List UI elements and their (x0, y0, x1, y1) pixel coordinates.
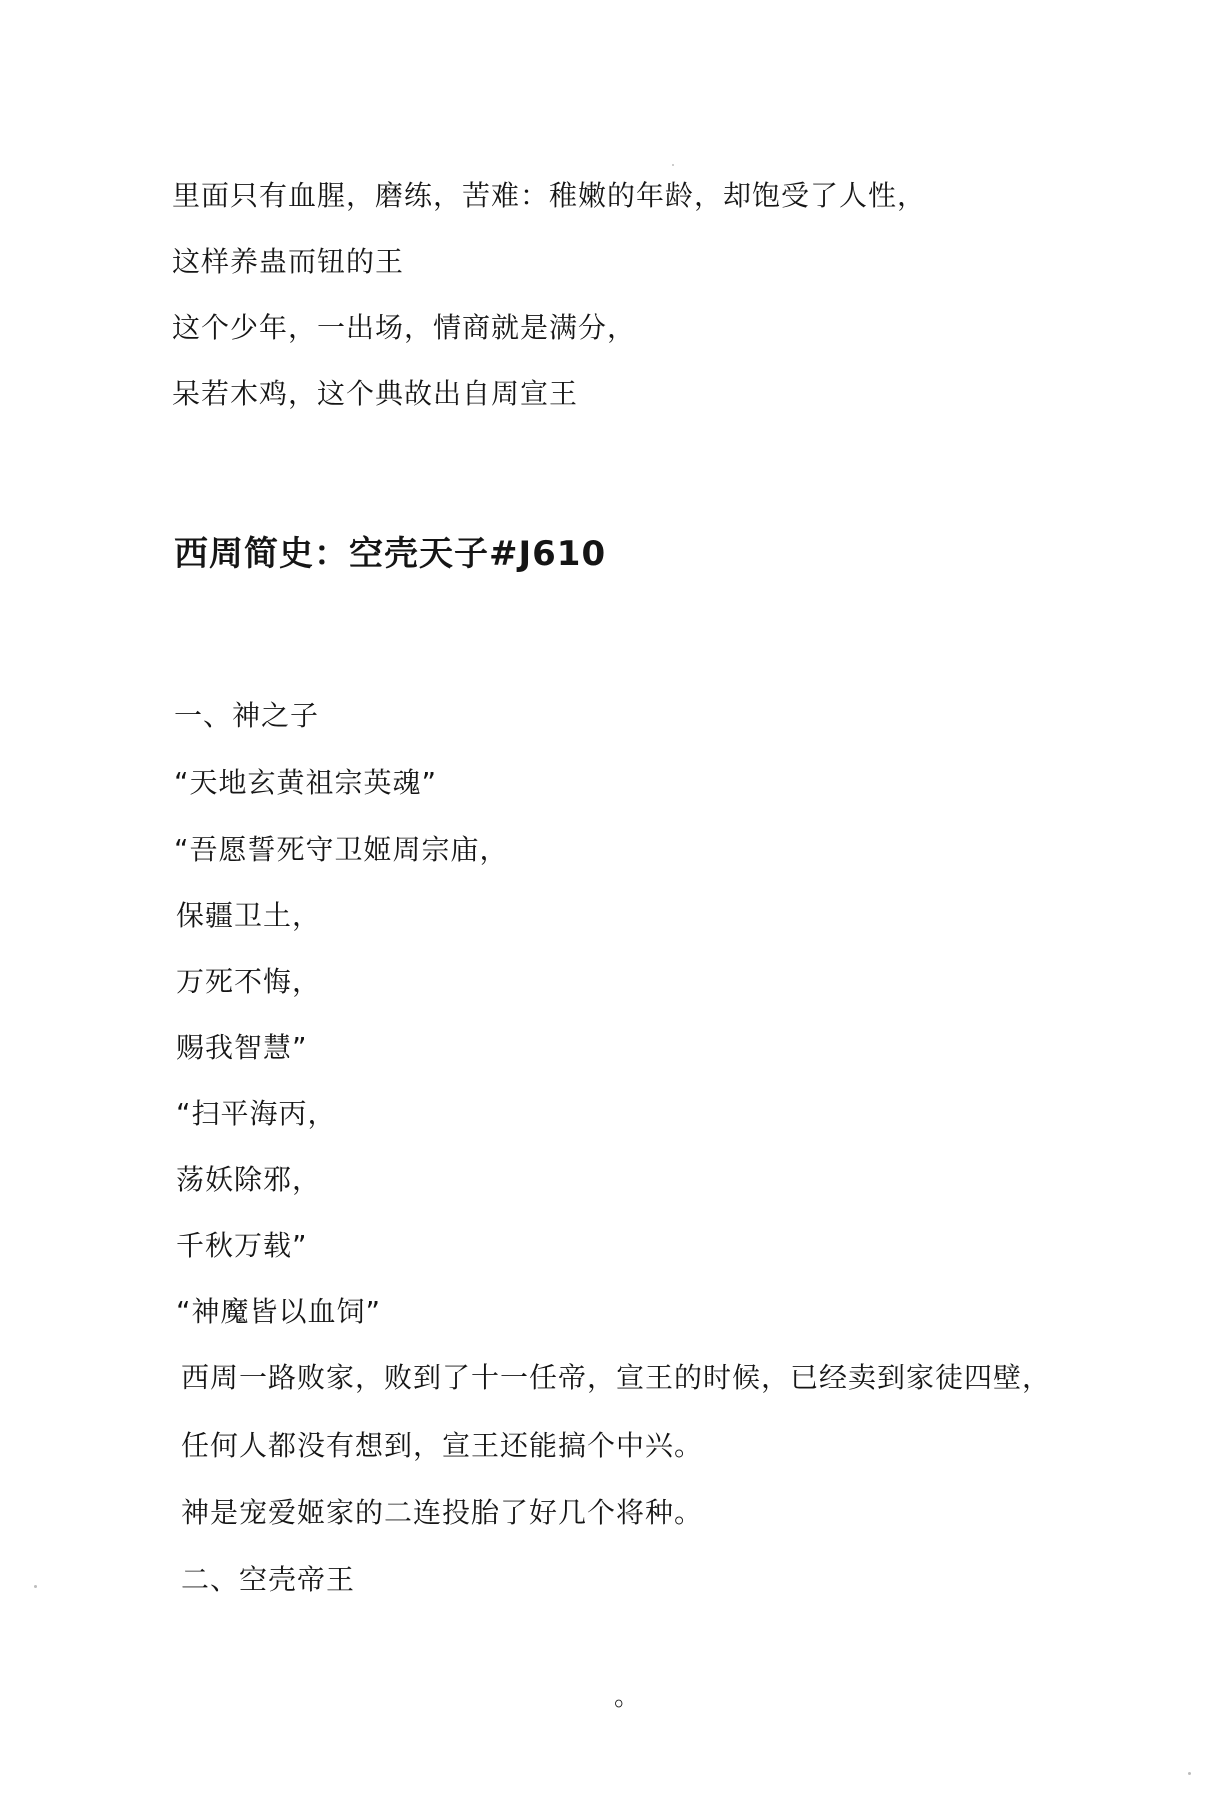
footer-mark: 。 (614, 1682, 641, 1712)
text-line: “吾愿誓死守卫姬周宗庙， (174, 833, 509, 866)
text-line: 任何人都没有想到，宣王还能搞个中兴。 (181, 1429, 704, 1462)
text-line: 呆若木鸡，这个典故出自周宣王 (172, 377, 579, 410)
text-line: 这样养蛊而钮的王 (172, 245, 405, 278)
section-heading: 西周简史：空壳天子#J610 (174, 534, 607, 574)
text-line: 保疆卫土， (176, 899, 322, 932)
text-line: “扫平海丙， (176, 1097, 337, 1130)
subsection-title: 一、神之子 (174, 699, 320, 732)
text-line: 荡妖除邪， (176, 1163, 322, 1196)
text-line: 西周一路败家，败到了十一任帝，宣王的时候，已经卖到家徒四壁， (181, 1361, 1052, 1394)
text-line: “神魔皆以血饲” (176, 1295, 382, 1328)
text-line: 千秋万载” (176, 1229, 308, 1262)
text-line: 万死不悔， (176, 965, 322, 998)
scan-speck (1188, 1772, 1191, 1775)
subsection-title: 二、空壳帝王 (181, 1563, 356, 1596)
text-line: 这个少年，一出场，情商就是满分， (172, 311, 637, 344)
scan-speck (672, 164, 674, 166)
text-line: 里面只有血腥，磨练，苦难：稚嫩的年龄，却饱受了人性， (172, 179, 927, 212)
scan-speck (34, 1585, 37, 1588)
text-line: 神是宠爱姬家的二连投胎了好几个将种。 (181, 1496, 704, 1529)
text-line: 赐我智慧” (176, 1031, 308, 1064)
text-line: “天地玄黄祖宗英魂” (174, 766, 438, 799)
